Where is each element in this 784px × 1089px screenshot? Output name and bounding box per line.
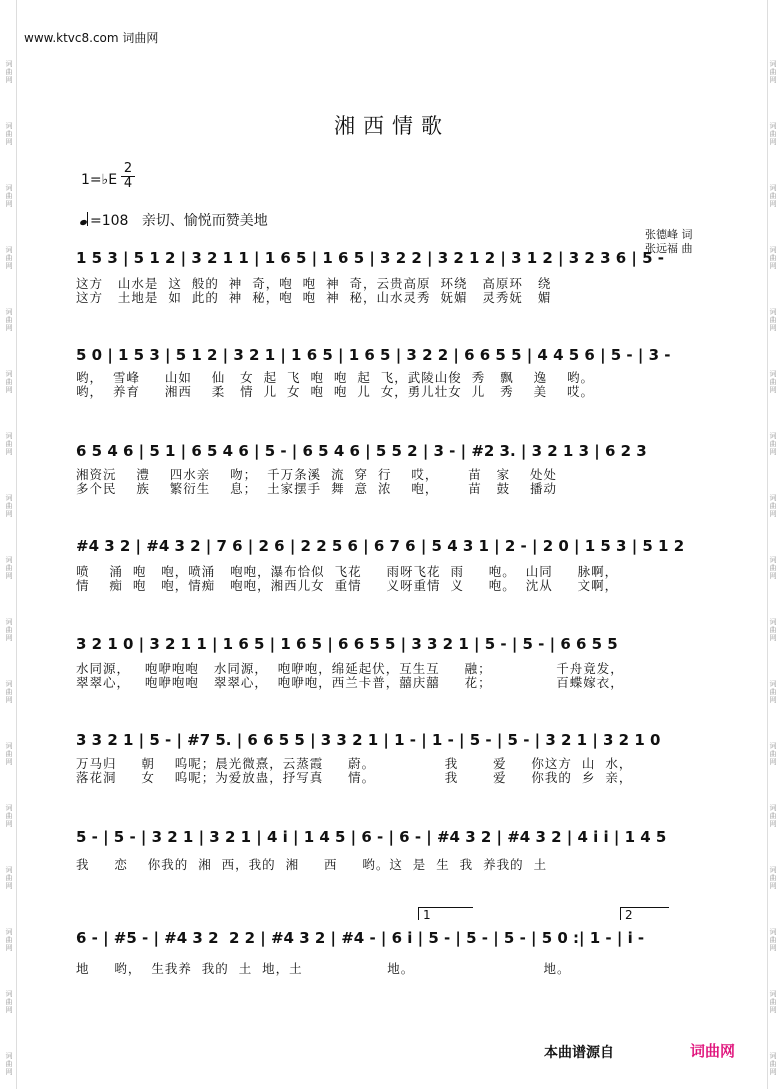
watermark-mark: 词 曲 网 xyxy=(5,618,13,642)
time-sig-bottom: 4 xyxy=(123,176,133,191)
notes-line: 5 - | 5 - | 3 2 1 | 3 2 1 | 4 i | 1 4 5 | 6 - | 6 - | #4 3 2 | #4 3 2 | 4 i i | 1 4 5 xyxy=(76,828,667,846)
watermark-mark: 词 曲 网 xyxy=(5,866,13,890)
quarter-note-icon xyxy=(80,213,90,229)
watermark-mark: 词 曲 网 xyxy=(769,184,777,208)
lyric-line-1: 这方 山水是 这 般的 神 奇，咆 咆 神 奇，云贵高原 环绕 高原环 绕 xyxy=(76,276,552,291)
notes-line: #4 3 2 | #4 3 2 | 7 6 | 2 6 | 2 2 5 6 | 6 7 6 | 5 4 3 1 | 2 - | 2 0 | 1 5 3 | 5 1 2 xyxy=(76,537,685,555)
lyric-line-1: 万马归 朝 呜呢；晨光微熹，云蒸霞 蔚。 我 爱 你这方 山 水， xyxy=(76,756,633,771)
lyric-line-2: 情 痴 咆 咆，情痴 咆咆，湘西儿女 重情 义呀重情 义 咆。 沈从 文啊， xyxy=(76,578,619,593)
lyric-line-2: 哟， 养育 湘西 柔 情 儿 女 咆 咆 儿 女，勇儿壮女 儿 秀 美 哎。 xyxy=(76,384,594,399)
lyric-line-1: 水同源， 咆咿咆咆 水同源， 咆咿咆，绵延起伏，互生互 融； 千舟竟发， xyxy=(76,661,624,676)
notes-line: 6 5 4 6 | 5 1 | 6 5 4 6 | 5 - | 6 5 4 6 | 5 5 2 | 3 - | #2 3. | 3 2 1 3 | 6 2 3 xyxy=(76,442,647,460)
notes-line: 3 2 1 0 | 3 2 1 1 | 1 6 5 | 1 6 5 | 6 6 5 5 | 3 3 2 1 | 5 - | 5 - | 6 6 5 5 xyxy=(76,635,618,653)
watermark-mark: 词 曲 网 xyxy=(769,122,777,146)
lyric-line-1: 地 哟， 生我养 我的 土 地，土 地。 地。 xyxy=(76,961,571,976)
lyric-line-2: 这方 土地是 如 此的 神 秘，咆 咆 神 秘，山水灵秀 妩媚 灵秀妩 媚 xyxy=(76,290,552,305)
watermark-mark: 词 曲 网 xyxy=(5,990,13,1014)
lyric-line-2: 翠翠心， 咆咿咆咆 翠翠心， 咆咿咆，西兰卡普，囍庆囍 花； 百蝶嫁衣， xyxy=(76,675,624,690)
lyric-line-1: 我 恋 你我的 湘 西，我的 湘 西 哟。这 是 生 我 养我的 土 xyxy=(76,857,548,872)
notes-line: 6 - | #5 - | #4 3 2 2 2 | #4 3 2 | #4 - | 6 i | 5 - | 5 - | 5 - | 5 0 :| 1 - | i - xyxy=(76,929,645,947)
watermark-mark: 词 曲 网 xyxy=(5,556,13,580)
time-signature xyxy=(121,162,135,191)
watermark-mark: 词 曲 网 xyxy=(5,494,13,518)
watermark-mark: 词 曲 网 xyxy=(5,308,13,332)
watermark-mark: 词 曲 网 xyxy=(769,60,777,84)
notes-line: 1 5 3 | 5 1 2 | 3 2 1 1 | 1 6 5 | 1 6 5 | 3 2 2 | 3 2 1 2 | 3 1 2 | 3 2 3 6 | 5 - xyxy=(76,249,664,267)
tempo-value: =108 xyxy=(90,213,129,229)
watermark-mark: 词 曲 网 xyxy=(769,432,777,456)
watermark-mark: 词 曲 网 xyxy=(5,246,13,270)
volta-bracket-1: 1 xyxy=(418,907,473,920)
watermark-mark: 词 曲 网 xyxy=(5,184,13,208)
lyric-line-2: 多个民 族 繁衍生 息； 土家摆手 舞 意 浓 咆， 苗 鼓 播动 xyxy=(76,481,558,496)
source-label: 本曲谱源自 xyxy=(544,1045,614,1061)
song-title: 湘西情歌 xyxy=(334,114,450,138)
right-margin-border xyxy=(767,0,782,1089)
watermark-mark: 词 曲 网 xyxy=(769,370,777,394)
watermark-mark: 词 曲 网 xyxy=(5,928,13,952)
watermark-mark: 词 曲 网 xyxy=(769,1052,777,1076)
site-url[interactable]: www.ktvc8.com 词曲网 xyxy=(24,31,159,45)
time-sig-top: 2 xyxy=(121,162,135,177)
lyric-line-2: 落花洞 女 呜呢；为爱放蛊，抒写真 情。 我 爱 你我的 乡 亲， xyxy=(76,770,633,785)
expression-text: 亲切、愉悦而赞美地 xyxy=(141,213,268,229)
watermark-mark: 词 曲 网 xyxy=(5,742,13,766)
lyric-line-1: 哟， 雪峰 山如 仙 女 起 飞 咆 咆 起 飞，武陵山俊 秀 飘 逸 哟。 xyxy=(76,370,594,385)
lyric-line-1: 喷 涌 咆 咆，喷涌 咆咆，瀑布恰似 飞花 雨呀飞花 雨 咆。 山同 脉啊， xyxy=(76,564,619,579)
watermark-mark: 词 曲 网 xyxy=(769,494,777,518)
watermark-mark: 词 曲 网 xyxy=(5,680,13,704)
left-margin-border xyxy=(2,0,17,1089)
watermark-mark: 词 曲 网 xyxy=(769,246,777,270)
watermark-mark: 词 曲 网 xyxy=(5,804,13,828)
watermark-mark: 词 曲 网 xyxy=(5,1052,13,1076)
watermark-mark: 词 曲 网 xyxy=(5,370,13,394)
watermark-mark: 词 曲 网 xyxy=(769,866,777,890)
watermark-mark: 词 曲 网 xyxy=(769,308,777,332)
notes-line: 5 0 | 1 5 3 | 5 1 2 | 3 2 1 | 1 6 5 | 1 6 5 | 3 2 2 | 6 6 5 5 | 4 4 5 6 | 5 - | 3 - xyxy=(76,346,671,364)
watermark-mark: 词 曲 网 xyxy=(5,432,13,456)
watermark-mark: 词 曲 网 xyxy=(5,122,13,146)
tempo-marking xyxy=(80,210,268,230)
lyricist-credit: 张德峰 词 xyxy=(645,228,693,241)
site-logo[interactable]: 词曲网 xyxy=(690,1042,736,1060)
watermark-mark: 词 曲 网 xyxy=(769,990,777,1014)
watermark-mark: 词 曲 网 xyxy=(769,618,777,642)
watermark-mark: 词 曲 网 xyxy=(769,928,777,952)
watermark-mark: 词 曲 网 xyxy=(769,804,777,828)
watermark-mark: 词 曲 网 xyxy=(5,60,13,84)
watermark-mark: 词 曲 网 xyxy=(769,556,777,580)
composer-credit: 张远福 曲 xyxy=(645,242,693,255)
watermark-mark: 词 曲 网 xyxy=(769,680,777,704)
lyric-line-1: 湘资沅 澧 四水亲 吻； 千万条溪 流 穿 行 哎， 苗 家 处处 xyxy=(76,467,558,482)
volta-bracket-2: 2 xyxy=(620,907,669,920)
watermark-mark: 词 曲 网 xyxy=(769,742,777,766)
notes-line: 3 3 2 1 | 5 - | #7 5. | 6 6 5 5 | 3 3 2 1 | 1 - | 1 - | 5 - | 5 - | 3 2 1 | 3 2 1 0 xyxy=(76,731,661,749)
key-signature: 1=♭E xyxy=(81,172,118,188)
